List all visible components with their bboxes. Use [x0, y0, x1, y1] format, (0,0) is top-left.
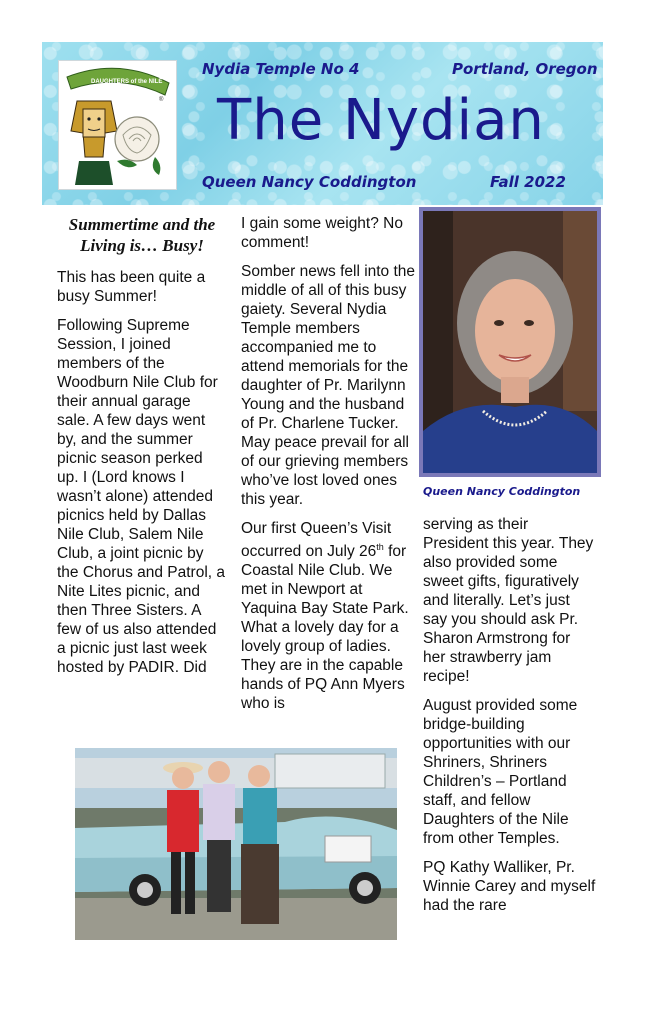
article-column-1 [57, 214, 227, 687]
article-paragraph: This has been quite a busy Summer! [57, 269, 206, 305]
temple-name: Nydia Temple No 4 [202, 60, 360, 78]
article-paragraph: I gain some weight? No comment! [241, 215, 403, 251]
masthead [42, 42, 603, 205]
article-paragraph: Somber news fell into the middle of all of this busy gaiety. Several Nydia Temple members accompanied me to attend memorials for the daughter of Pr. Marilynn Young and the husband of Pr. Charlene Tucker. May peace prevail for all of our grieving members who’ve lost loved ones this year. [241, 263, 416, 508]
article-paragraph: August provided some bridge-building opportunities with our Shriners, Shriners Children’s – Portland staff, and fellow Daughters of the Nile from other Temples. [423, 697, 578, 847]
article-column-2 [241, 214, 417, 723]
article-paragraph: PQ Kathy Walliker, Pr. Winnie Carey and myself had the rare [423, 859, 596, 914]
newsletter-title: The Nydian [217, 88, 545, 153]
article-paragraph: Following Supreme Session, I joined members of the Woodburn Nile Club for their annual garage sale. A few days went by, and the summer picnic season perked up. I (Lord knows I wasn’t alone) attended picnics held by Dallas Nile Club, Salem Nile Club, a joint picnic by the Chorus and Patrol, a Nite Lites picnic, and then Three Sisters. A few of us also attended a picnic just last week hosted by PADIR. Did [57, 317, 226, 676]
group-photo-convertible [75, 748, 397, 940]
issue-season: Fall 2022 [490, 173, 566, 191]
article-headline: Summertime and the Living is… Busy! [68, 215, 216, 255]
article-paragraph: serving as their President this year. They also provided some sweet gifts, figuratively and literally. Let’s just say you should ask Pr. Sharon Armstrong for her strawberry jam recipe! [423, 516, 594, 685]
logo-banner-text: DAUGHTERS of the NILE [91, 79, 163, 85]
temple-city: Portland, Oregon [452, 60, 598, 78]
article-paragraph-queens-visit [241, 519, 417, 713]
visit-text-after: for Coastal Nile Club. We met in Newport at Yaquina Bay State Park. What a lovely day for a lovely group of ladies. They are in the capable hands of PQ Ann Myers who is [241, 543, 409, 713]
daughters-of-the-nile-logo [58, 60, 177, 190]
queen-portrait-photo [419, 207, 601, 477]
ordinal-suffix: th [376, 542, 384, 552]
article-column-3 [423, 515, 597, 925]
queen-name: Queen Nancy Coddington [202, 173, 417, 191]
portrait-caption: Queen Nancy Coddington [423, 485, 581, 498]
svg-text:®: ® [159, 97, 164, 103]
visit-text-before: Our first Queen’s Visit occurred on July 26 [241, 520, 392, 561]
